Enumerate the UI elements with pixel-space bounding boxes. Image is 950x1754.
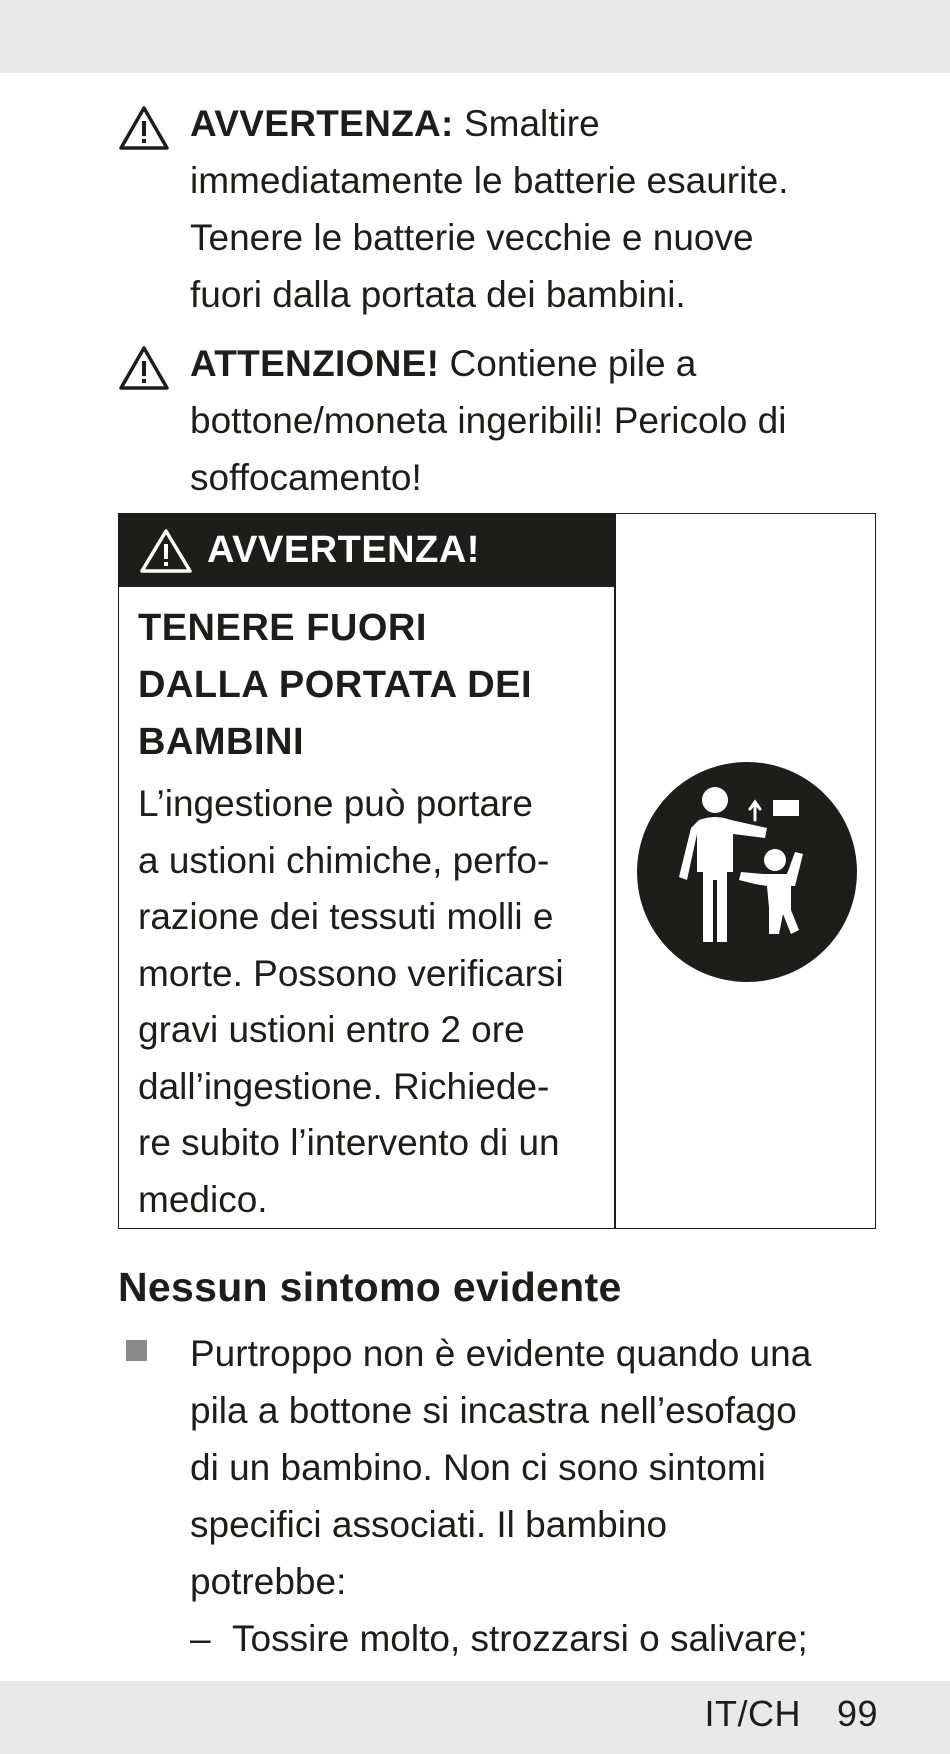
heading-line: BAMBINI <box>138 721 305 763</box>
warning-triangle-icon <box>118 105 170 151</box>
warning-box-header <box>119 514 614 587</box>
warning-line: fuori dalla portata dei bambini. <box>190 274 686 315</box>
warning-triangle-icon <box>139 528 193 574</box>
section-title: Nessun sintomo evidente <box>118 1264 622 1310</box>
warning-box-heading <box>138 600 608 771</box>
warning-triangle-icon <box>118 345 170 391</box>
dash-marker: – <box>190 1618 211 1659</box>
caution-line: bottone/moneta ingeribili! Pericolo di <box>190 400 787 441</box>
bullet-square-icon <box>126 1340 147 1361</box>
body-line: razione dei tessuti molli e <box>138 896 554 937</box>
footer-locale: IT/CH <box>704 1693 801 1734</box>
warning-label: AVVERTENZA: <box>190 103 454 144</box>
caution-line: soffocamento! <box>190 457 422 498</box>
sub-list-item: Tossire molto, strozzarsi o salivare; <box>232 1618 808 1659</box>
body-line: medico. <box>138 1178 268 1220</box>
heading-line: TENERE FUORI <box>138 607 427 649</box>
body-line: morte. Possono verificarsi <box>138 952 564 994</box>
caution-line: Contiene pile a <box>449 343 697 384</box>
caution-paragraph <box>118 335 878 506</box>
body-line: dall’ingestione. Richiede- <box>138 1065 550 1107</box>
warning-line: immediatamente le batterie esaurite. <box>190 160 789 201</box>
bullet-line: specifici associati. Il bambino <box>190 1504 668 1545</box>
warning-box-body <box>138 776 608 1228</box>
bullet-text <box>190 1325 890 1610</box>
warning-paragraph <box>118 95 878 325</box>
bullet-line: Purtroppo non è evidente quando una <box>190 1333 812 1374</box>
heading-line: DALLA PORTATA DEI <box>138 664 533 706</box>
warning-box <box>118 513 876 1229</box>
warning-line: Tenere le batterie vecchie e nuove <box>190 217 754 258</box>
warning-text <box>190 95 890 323</box>
bullet-line: di un bambino. Non ci sono sintomi <box>190 1447 766 1488</box>
warning-line: Smaltire <box>463 103 600 144</box>
keep-away-from-children-icon <box>637 762 857 982</box>
body-line: gravi ustioni entro 2 ore <box>138 1009 525 1050</box>
top-margin-band <box>0 0 950 73</box>
page-footer <box>704 1693 878 1735</box>
box-divider <box>614 514 616 1228</box>
page-number: 99 <box>836 1693 878 1734</box>
body-line: re subito l’intervento di un <box>138 1122 560 1163</box>
bullet-line: pila a bottone si incastra nell’esofago <box>190 1390 797 1431</box>
body-line: L’ingestione può portare <box>138 783 533 824</box>
caution-text <box>190 335 890 506</box>
caution-label: ATTENZIONE! <box>190 343 440 384</box>
bullet-line: potrebbe: <box>190 1561 347 1602</box>
body-line: a ustioni chimiche, perfo- <box>138 839 550 881</box>
warning-box-title: AVVERTENZA! <box>207 529 480 571</box>
